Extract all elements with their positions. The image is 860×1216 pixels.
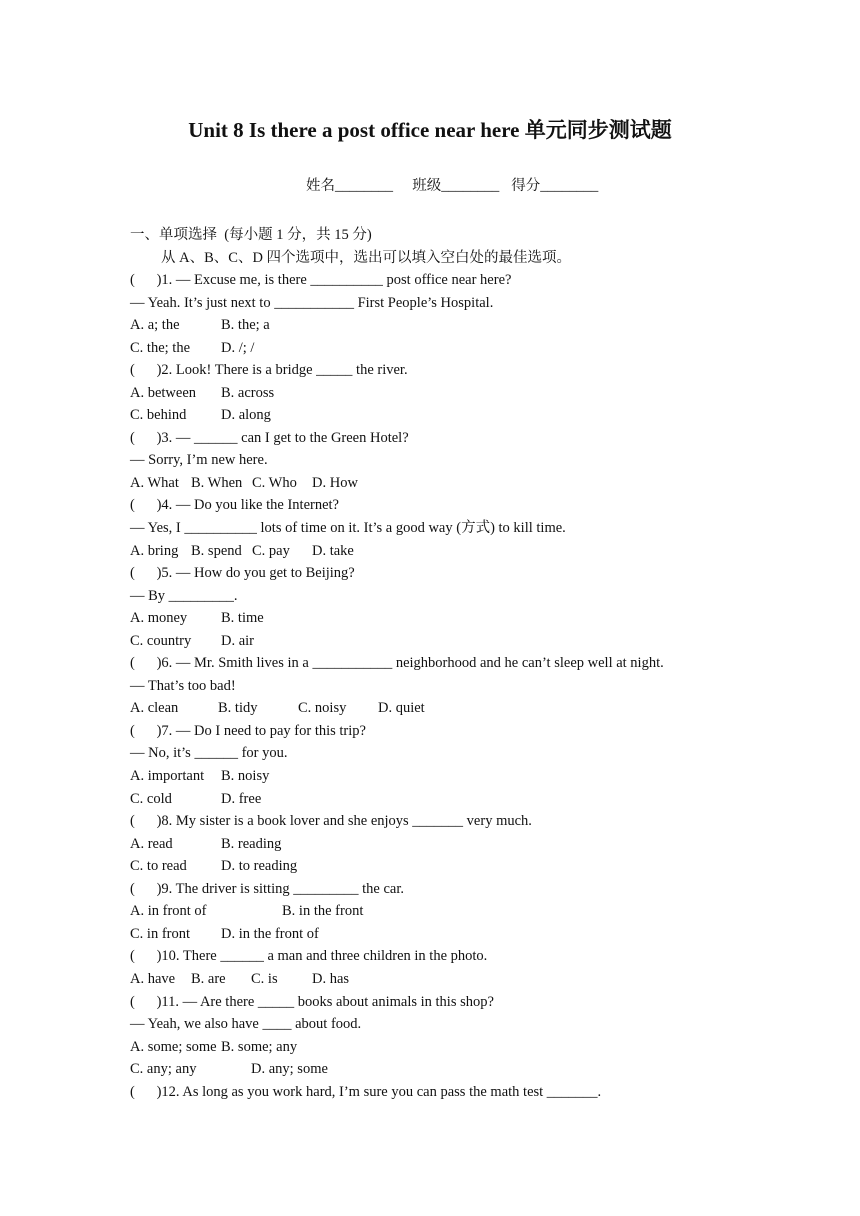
question-7-line2: — No, it’s ______ for you. — [130, 745, 288, 762]
option-c: C. country — [130, 632, 192, 649]
question-8-stem: ( )8. My sister is a book lover and she enjoys _______ very much. — [130, 813, 532, 830]
question-9-options-cd — [130, 923, 830, 946]
option-d: D. has — [312, 970, 350, 987]
option-d: D. to reading — [221, 858, 298, 875]
option-c: C. noisy — [298, 700, 347, 717]
question-9-options-ab — [130, 900, 830, 923]
option-a: A. What — [130, 474, 179, 491]
option-a: A. a; the — [130, 317, 180, 334]
option-d: D. /; / — [221, 339, 255, 356]
option-a: A. clean — [130, 700, 179, 717]
score-field: 得分________ — [511, 178, 599, 194]
option-b: B. reading — [221, 835, 282, 852]
option-d: D. free — [221, 790, 262, 807]
option-a: A. in front of — [130, 903, 207, 920]
option-d: D. in the front of — [221, 925, 319, 942]
question-list — [130, 269, 830, 1103]
question-5-options-ab — [130, 607, 830, 630]
option-b: B. spend — [191, 542, 242, 559]
question-1-options-cd — [130, 337, 830, 360]
question-10-stem: ( )10. There ______ a man and three children in the photo. — [130, 948, 488, 965]
question-4-options — [130, 540, 830, 563]
question-3-options — [130, 472, 830, 495]
option-a: A. important — [130, 768, 205, 785]
question-11-stem: ( )11. — Are there _____ books about animals in this shop? — [130, 993, 494, 1010]
option-b: B. across — [221, 384, 275, 401]
question-2-options-cd — [130, 404, 830, 427]
option-c: C. the; the — [130, 339, 191, 356]
option-b: B. When — [191, 474, 243, 491]
question-8-options-cd — [130, 855, 830, 878]
question-1-line2: — Yeah. It’s just next to ___________ First People’s Hospital. — [130, 294, 494, 311]
question-4-line2: — Yes, I __________ lots of time on it. It’s a good way (方式) to kill time. — [130, 520, 566, 537]
question-5-stem: ( )5. — How do you get to Beijing? — [130, 565, 355, 582]
option-b: B. the; a — [221, 317, 270, 334]
question-7-stem: ( )7. — Do I need to pay for this trip? — [130, 722, 366, 739]
question-2-stem: ( )2. Look! There is a bridge _____ the river. — [130, 362, 408, 379]
option-b: B. time — [221, 610, 264, 627]
option-d: D. air — [221, 632, 255, 649]
question-12-stem: ( )12. As long as you work hard, I’m sure you can pass the math test _______. — [130, 1083, 602, 1100]
section-heading: 一、单项选择 (每小题 1 分，共 15 分) — [130, 227, 372, 243]
option-c: C. is — [251, 970, 278, 987]
option-d: D. any; some — [251, 1061, 328, 1078]
question-11-options-cd — [130, 1058, 830, 1081]
question-3-stem: ( )3. — ______ can I get to the Green Hotel? — [130, 429, 409, 446]
question-1-options-ab — [130, 314, 830, 337]
option-b: B. in the front — [282, 903, 364, 920]
question-10-options — [130, 968, 830, 991]
question-11-line2: — Yeah, we also have ____ about food. — [130, 1016, 362, 1033]
option-c: C. pay — [252, 542, 290, 559]
page-title: Unit 8 Is there a post office near here 单元同步测试题 — [188, 118, 672, 142]
option-d: D. quiet — [378, 700, 425, 717]
question-8-options-ab — [130, 833, 830, 856]
question-7-options-cd — [130, 788, 830, 811]
question-9-stem: ( )9. The driver is sitting _________ the car. — [130, 880, 404, 897]
option-c: C. in front — [130, 925, 191, 942]
option-a: A. some; some — [130, 1038, 217, 1055]
question-7-options-ab — [130, 765, 830, 788]
option-b: B. noisy — [221, 768, 270, 785]
name-field: 姓名________ — [306, 178, 393, 194]
option-b: B. tidy — [218, 700, 258, 717]
option-c: C. to read — [130, 858, 187, 875]
class-field: 班级________ — [412, 178, 500, 194]
question-2-options-ab — [130, 382, 830, 405]
option-b: B. are — [191, 970, 226, 987]
option-a: A. between — [130, 384, 197, 401]
question-1-stem: ( )1. — Excuse me, is there __________ post office near here? — [130, 272, 512, 288]
question-5-line2: — By _________. — [130, 587, 238, 604]
option-c: C. cold — [130, 790, 172, 807]
option-a: A. have — [130, 970, 176, 987]
option-d: D. along — [221, 407, 271, 424]
question-6-options — [130, 697, 830, 720]
option-c: C. Who — [252, 474, 297, 491]
option-c: C. any; any — [130, 1061, 197, 1078]
question-3-line2: — Sorry, I’m new here. — [130, 452, 268, 469]
question-6-stem: ( )6. — Mr. Smith lives in a ___________ neighborhood and he can’t sleep well at night. — [130, 655, 664, 672]
section-instruction: 从 A、B、C、D 四个选项中，选出可以填入空白处的最佳选项。 — [161, 250, 572, 266]
option-d: D. take — [312, 542, 354, 559]
question-11-options-ab — [130, 1036, 830, 1059]
option-c: C. behind — [130, 407, 187, 424]
option-b: B. some; any — [221, 1038, 298, 1055]
option-d: D. How — [312, 474, 358, 491]
student-info-row — [306, 174, 610, 195]
option-a: A. read — [130, 835, 173, 852]
option-a: A. bring — [130, 542, 179, 559]
option-a: A. money — [130, 610, 188, 627]
question-6-line2: — That’s too bad! — [130, 677, 236, 694]
question-5-options-cd — [130, 630, 830, 653]
question-4-stem: ( )4. — Do you like the Internet? — [130, 497, 339, 514]
